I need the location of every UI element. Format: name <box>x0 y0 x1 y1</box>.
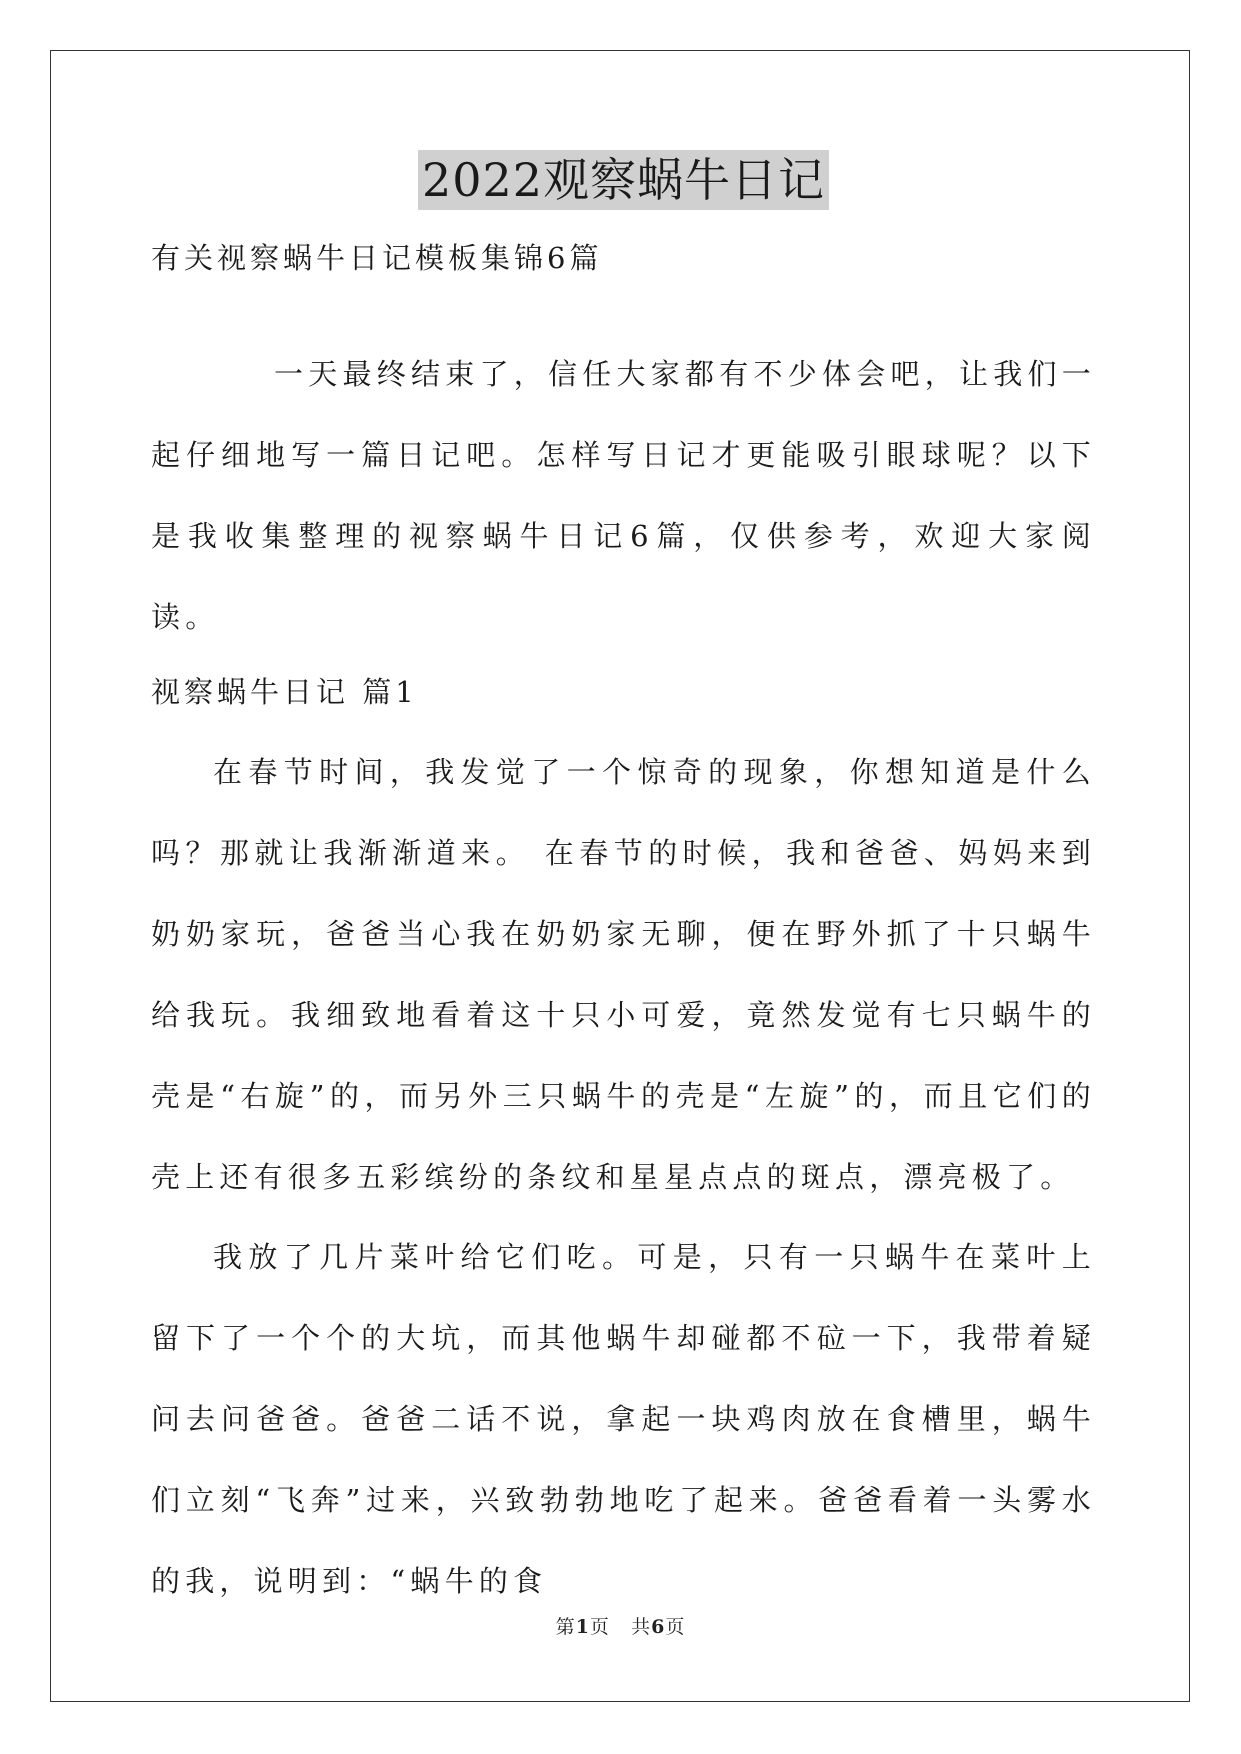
section-heading: 视察蜗牛日记 篇1 <box>151 675 418 709</box>
total-prefix: 共 <box>631 1616 652 1638</box>
document-title: 2022观察蜗牛日记 <box>418 150 829 210</box>
total-suffix: 页 <box>665 1616 686 1638</box>
body-paragraph-2: 我放了几片菜叶给它们吃。可是，只有一只蜗牛在菜叶上留下了一个个的大坑，而其他蜗牛却碰都不砬一下，我带着疑问去问爸爸。爸爸二话不说，拿起一块鸡肉放在食槽里，蜗牛们立刻“飞奔”过来，兴致勃勃地吃了起来。爸爸看着一头雾水的我，说明到：“蜗牛的食 <box>151 1240 1096 1598</box>
title-container <box>151 150 1096 210</box>
current-page-number: 1 <box>575 1616 590 1638</box>
page-footer <box>0 1612 1241 1639</box>
intro-paragraph: 一天最终结束了，信任大家都有不少体会吧，让我们一起仔细地写一篇日记吧。怎样写日记才更能吸引眼球呢？以下是我收集整理的视察蜗牛日记6篇，仅供参考，欢迎大家阅读。 <box>151 357 1096 634</box>
total-page-count: 6 <box>651 1616 666 1638</box>
page-suffix: 页 <box>589 1616 610 1638</box>
page-prefix: 第 <box>555 1616 576 1638</box>
body-paragraph-1: 在春节时间，我发觉了一个惊奇的现象，你想知道是什么吗？那就让我渐渐道来。 在春节的时候，我和爸爸、妈妈来到奶奶家玩，爸爸当心我在奶奶家无聊，便在野外抓了十只蜗牛给我玩。我细致地看着这十只小可爱，竟然发觉有七只蜗牛的壳是“右旋”的，而另外三只蜗牛的壳是“左旋”的，而且它们的壳上还有很多五彩缤纷的条纹和星星点点的斑点，漂亮极了。 <box>151 755 1096 1194</box>
document-subtitle: 有关视察蜗牛日记模板集锦6篇 <box>151 241 603 275</box>
